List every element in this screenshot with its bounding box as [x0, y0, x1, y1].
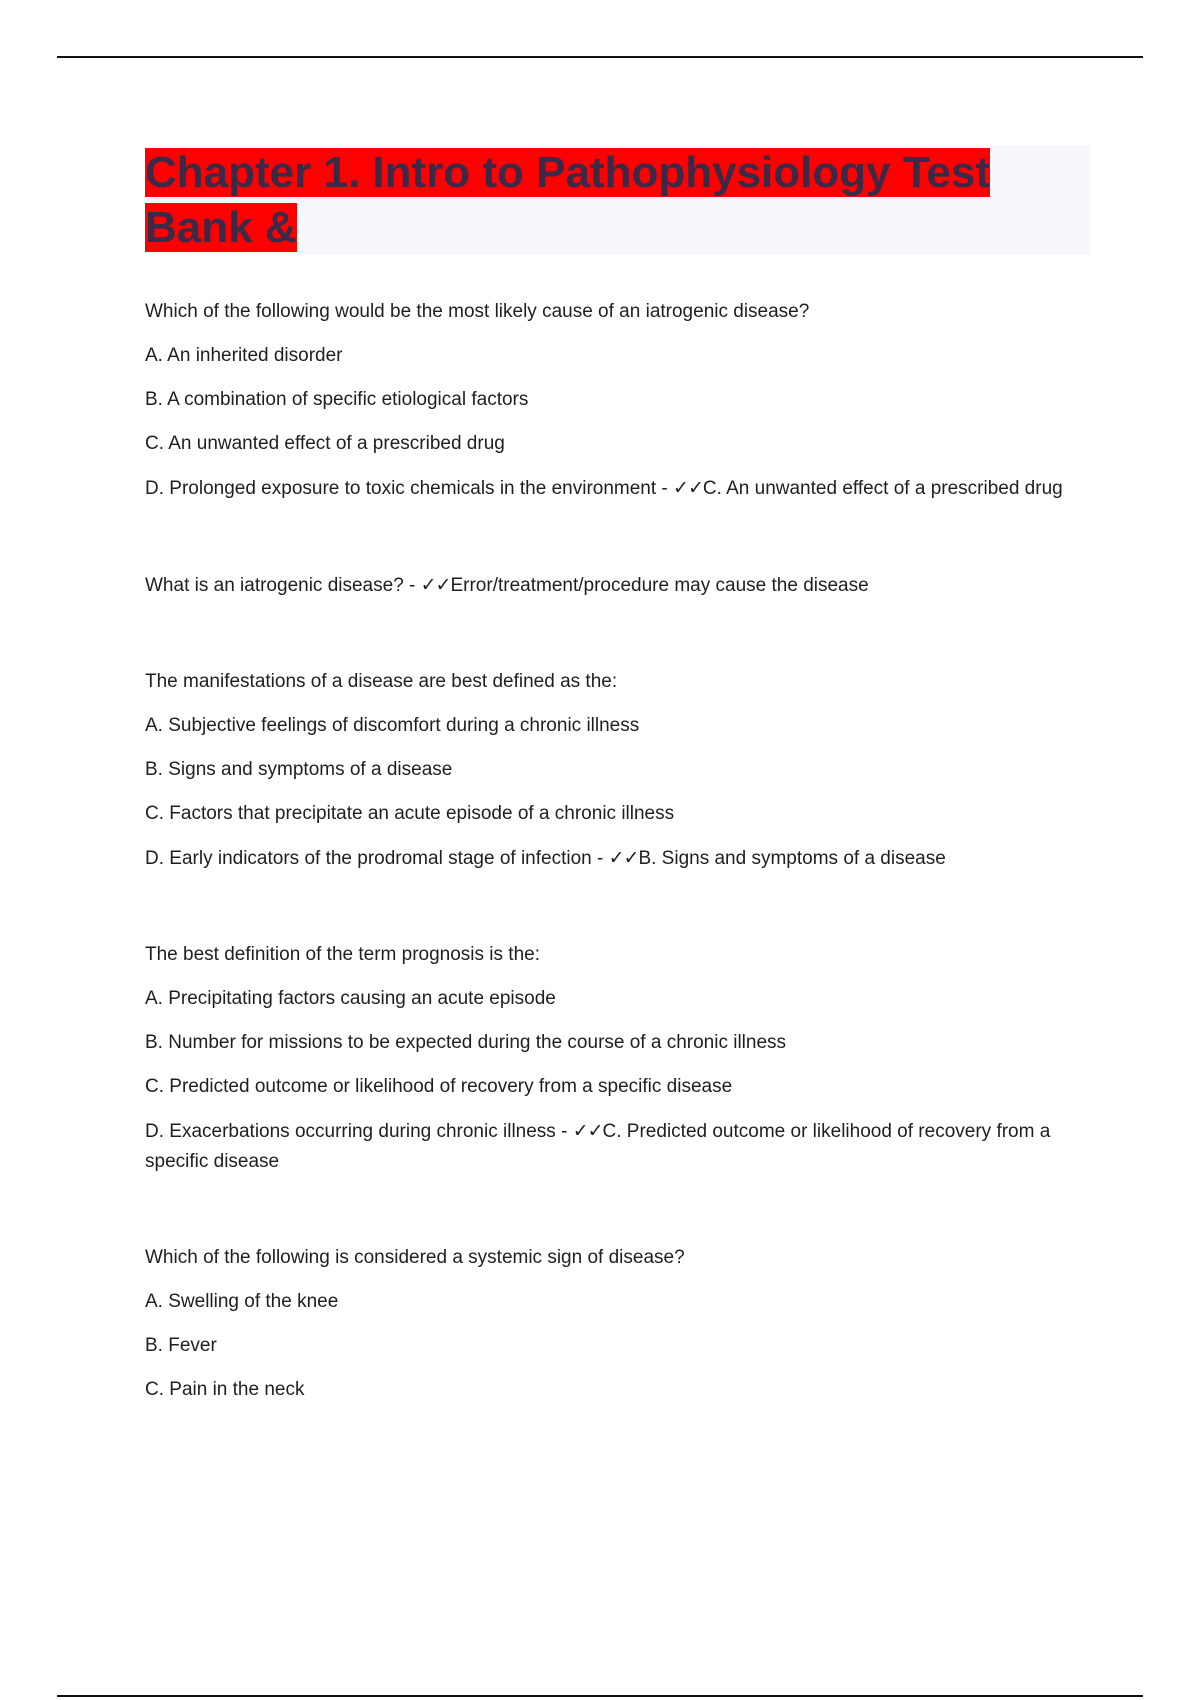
check-icon: ✓✓ [673, 477, 703, 499]
question-block-3 [145, 667, 1093, 874]
option-d: D. Exacerbations occurring during chronic illness - [145, 1121, 573, 1142]
option-a: A. Precipitating factors causing an acute episode [145, 988, 556, 1009]
option-d-with-answer [145, 843, 1093, 874]
question-block-1 [145, 297, 1093, 504]
option-b: B. Fever [145, 1335, 217, 1356]
question-stem: Which of the following would be the most likely cause of an iatrogenic disease? [145, 301, 810, 322]
question-block-4 [145, 940, 1093, 1177]
answer-text: C. Predicted outcome or likelihood of recovery from a specific disease [145, 1121, 1051, 1172]
option-a: A. An inherited disorder [145, 345, 343, 366]
check-icon: ✓✓ [572, 1120, 603, 1142]
answer-text: Error/treatment/procedure may cause the disease [450, 575, 869, 596]
option-a: A. Subjective feelings of discomfort during a chronic illness [145, 715, 640, 736]
option-b: B. A combination of specific etiological factors [145, 389, 529, 410]
check-icon: ✓✓ [420, 574, 451, 596]
option-c: C. Pain in the neck [145, 1379, 305, 1400]
option-d-with-answer [145, 1116, 1093, 1177]
answer-text: C. An unwanted effect of a prescribed drug [702, 478, 1063, 499]
option-b: B. Signs and symptoms of a disease [145, 759, 453, 780]
option-c: C. An unwanted effect of a prescribed drug [145, 433, 505, 454]
question-stem: What is an iatrogenic disease? - [145, 575, 421, 596]
question-stem: The manifestations of a disease are best defined as the: [145, 671, 618, 692]
option-c: C. Predicted outcome or likelihood of recovery from a specific disease [145, 1076, 733, 1097]
document-page [145, 145, 1093, 1471]
question-with-answer [145, 570, 1093, 601]
page-title [145, 145, 1091, 255]
option-d: D. Early indicators of the prodromal stage of infection - [145, 848, 609, 869]
question-block-2 [145, 570, 1093, 601]
title-highlight: Chapter 1. Intro to Pathophysiology Test Bank & [145, 148, 991, 252]
bottom-rule [57, 1695, 1143, 1697]
option-d: D. Prolonged exposure to toxic chemicals in the environment - [145, 478, 674, 499]
option-d-with-answer [145, 473, 1093, 504]
option-c: C. Factors that precipitate an acute episode of a chronic illness [145, 803, 675, 824]
option-a: A. Swelling of the knee [145, 1291, 339, 1312]
top-rule [57, 56, 1143, 58]
question-stem: The best definition of the term prognosis is the: [145, 944, 540, 965]
answer-text: B. Signs and symptoms of a disease [638, 848, 946, 869]
option-b: B. Number for missions to be expected during the course of a chronic illness [145, 1032, 787, 1053]
check-icon: ✓✓ [608, 847, 639, 869]
title-banner [145, 145, 1091, 255]
question-block-5 [145, 1243, 1093, 1405]
question-stem: Which of the following is considered a systemic sign of disease? [145, 1247, 685, 1268]
